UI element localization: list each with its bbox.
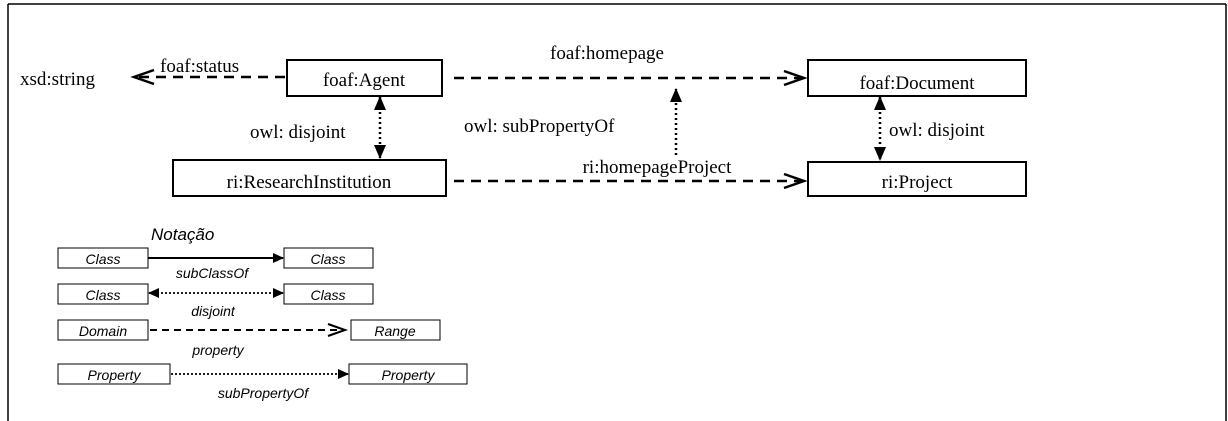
legend-row3-label: property: [192, 342, 244, 358]
edge-disjoint-right-label: owl: disjoint: [889, 120, 985, 141]
edge-homepage-label: foaf:homepage: [550, 43, 664, 64]
edge-disjoint-left-label: owl: disjoint: [250, 122, 346, 143]
legend-row1-right: Class: [310, 251, 346, 267]
edge-sub-property-label: owl: subPropertyOf: [464, 116, 615, 137]
edge-status-label: foaf:status: [160, 56, 240, 77]
node-foaf-document: foaf:Document: [859, 73, 975, 94]
legend-row1-left: Class: [85, 251, 121, 267]
legend-title: Notação: [151, 225, 215, 244]
legend-row3-right: Range: [374, 323, 416, 339]
node-research-institution: ri:ResearchInstitution: [226, 172, 392, 193]
legend-row4-right: Property: [381, 367, 435, 383]
legend-row2-label: disjoint: [191, 303, 235, 319]
legend-row1-label: subClassOf: [175, 265, 249, 281]
node-foaf-agent: foaf:Agent: [322, 70, 406, 91]
legend-row2-left: Class: [85, 287, 121, 303]
legend-row2-right: Class: [310, 287, 346, 303]
edge-homepage-project-label: ri:homepageProject: [582, 157, 732, 178]
legend-row4-label: subPropertyOf: [217, 385, 309, 401]
node-project: ri:Project: [881, 172, 953, 193]
legend-row4-left: Property: [87, 367, 141, 383]
legend-row3-left: Domain: [78, 323, 128, 339]
node-xsd-string: xsd:string: [20, 69, 95, 90]
